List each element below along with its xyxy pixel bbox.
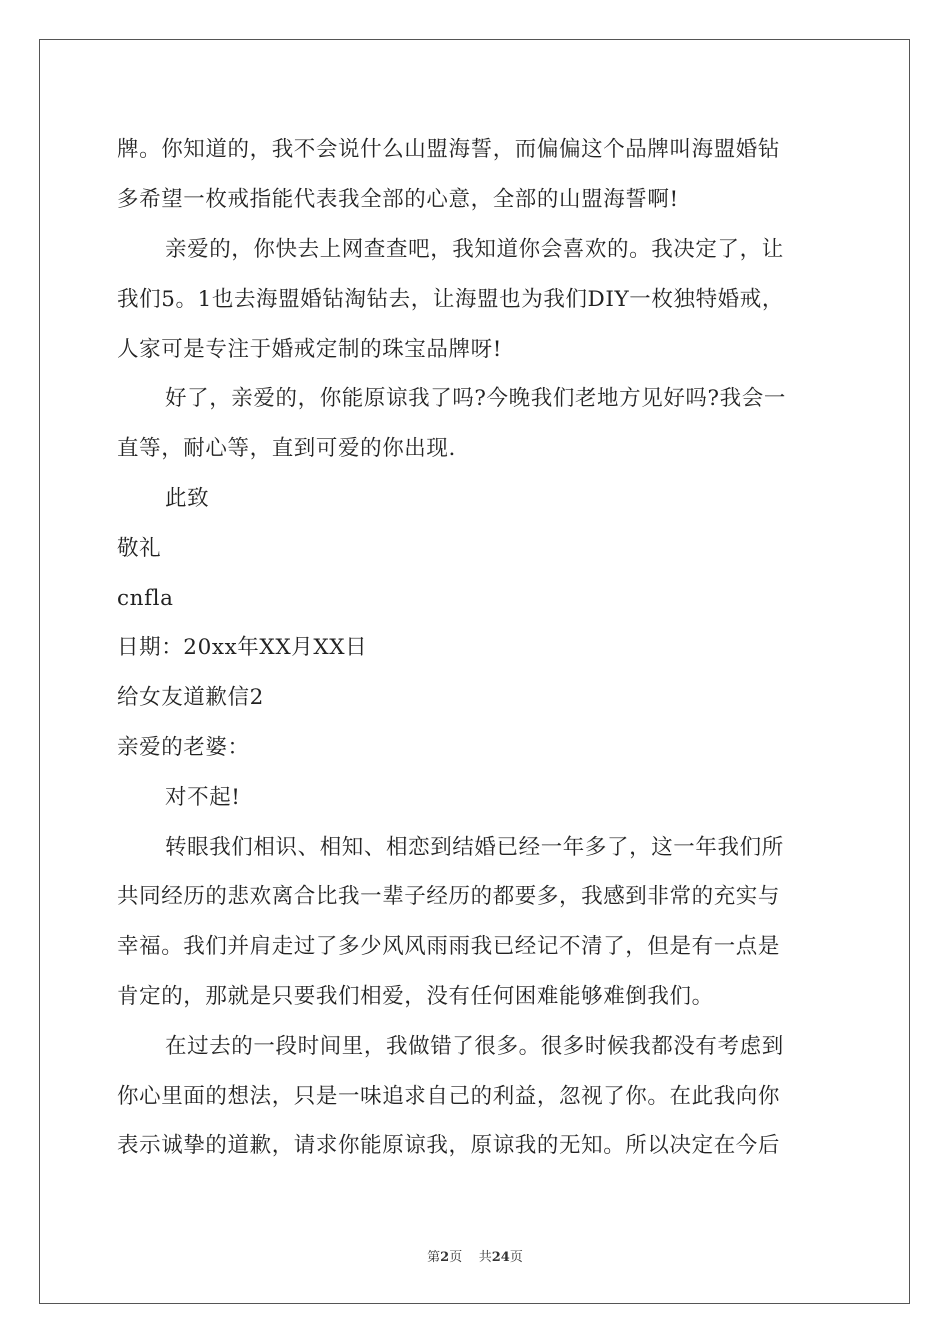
section-title: 给女友道歉信2 <box>117 685 264 710</box>
text-line: 牌。你知道的，我不会说什么山盟海誓，而偏偏这个品牌叫海盟婚钻 <box>117 137 781 162</box>
text-line: 在过去的一段时间里，我做错了很多。很多时候我都没有考虑到 <box>165 1034 784 1059</box>
text-line: 表示诚挚的道歉，请求你能原谅我，原谅我的无知。所以决定在今后 <box>117 1133 781 1158</box>
page-footer <box>0 1246 950 1265</box>
total-pages: 24 <box>491 1250 510 1265</box>
date-line: 日期：20xx年XX月XX日 <box>117 635 368 660</box>
text-line: 共同经历的悲欢离合比我一辈子经历的都要多，我感到非常的充实与 <box>117 884 781 909</box>
text-line: 我们5。1也去海盟婚钻淘钻去，让海盟也为我们DIY一枚独特婚戒， <box>117 287 784 312</box>
total-prefix: 共 <box>478 1250 492 1265</box>
page-frame <box>39 39 910 1304</box>
greeting: 亲爱的老婆： <box>117 735 250 760</box>
closing-salutation: 此致 <box>165 486 210 511</box>
text-line: 肯定的，那就是只要我们相爱，没有任何困难能够难倒我们。 <box>117 984 714 1009</box>
text-line: 好了，亲爱的，你能原谅我了吗?今晚我们老地方见好吗?我会一 <box>165 386 786 411</box>
signature: cnfla <box>117 586 174 611</box>
page-number: 2 <box>440 1250 450 1265</box>
text-line: 幸福。我们并肩走过了多少风风雨雨我已经记不清了，但是有一点是 <box>117 934 781 959</box>
text-line: 你心里面的想法，只是一味追求自己的利益，忽视了你。在此我向你 <box>117 1084 781 1109</box>
closing-regards: 敬礼 <box>117 536 162 561</box>
text-line: 亲爱的，你快去上网查查吧，我知道你会喜欢的。我决定了，让 <box>165 237 784 262</box>
page-suffix: 页 <box>449 1250 463 1265</box>
text-line: 人家可是专注于婚戒定制的珠宝品牌呀! <box>117 337 502 362</box>
text-line: 多希望一枚戒指能代表我全部的心意，全部的山盟海誓啊! <box>117 187 679 212</box>
text-line: 转眼我们相识、相知、相恋到结婚已经一年多了，这一年我们所 <box>165 835 784 860</box>
total-suffix: 页 <box>509 1250 523 1265</box>
text-line: 直等，耐心等，直到可爱的你出现. <box>117 436 456 461</box>
text-line: 对不起! <box>165 785 241 810</box>
page-prefix: 第 <box>427 1250 441 1265</box>
